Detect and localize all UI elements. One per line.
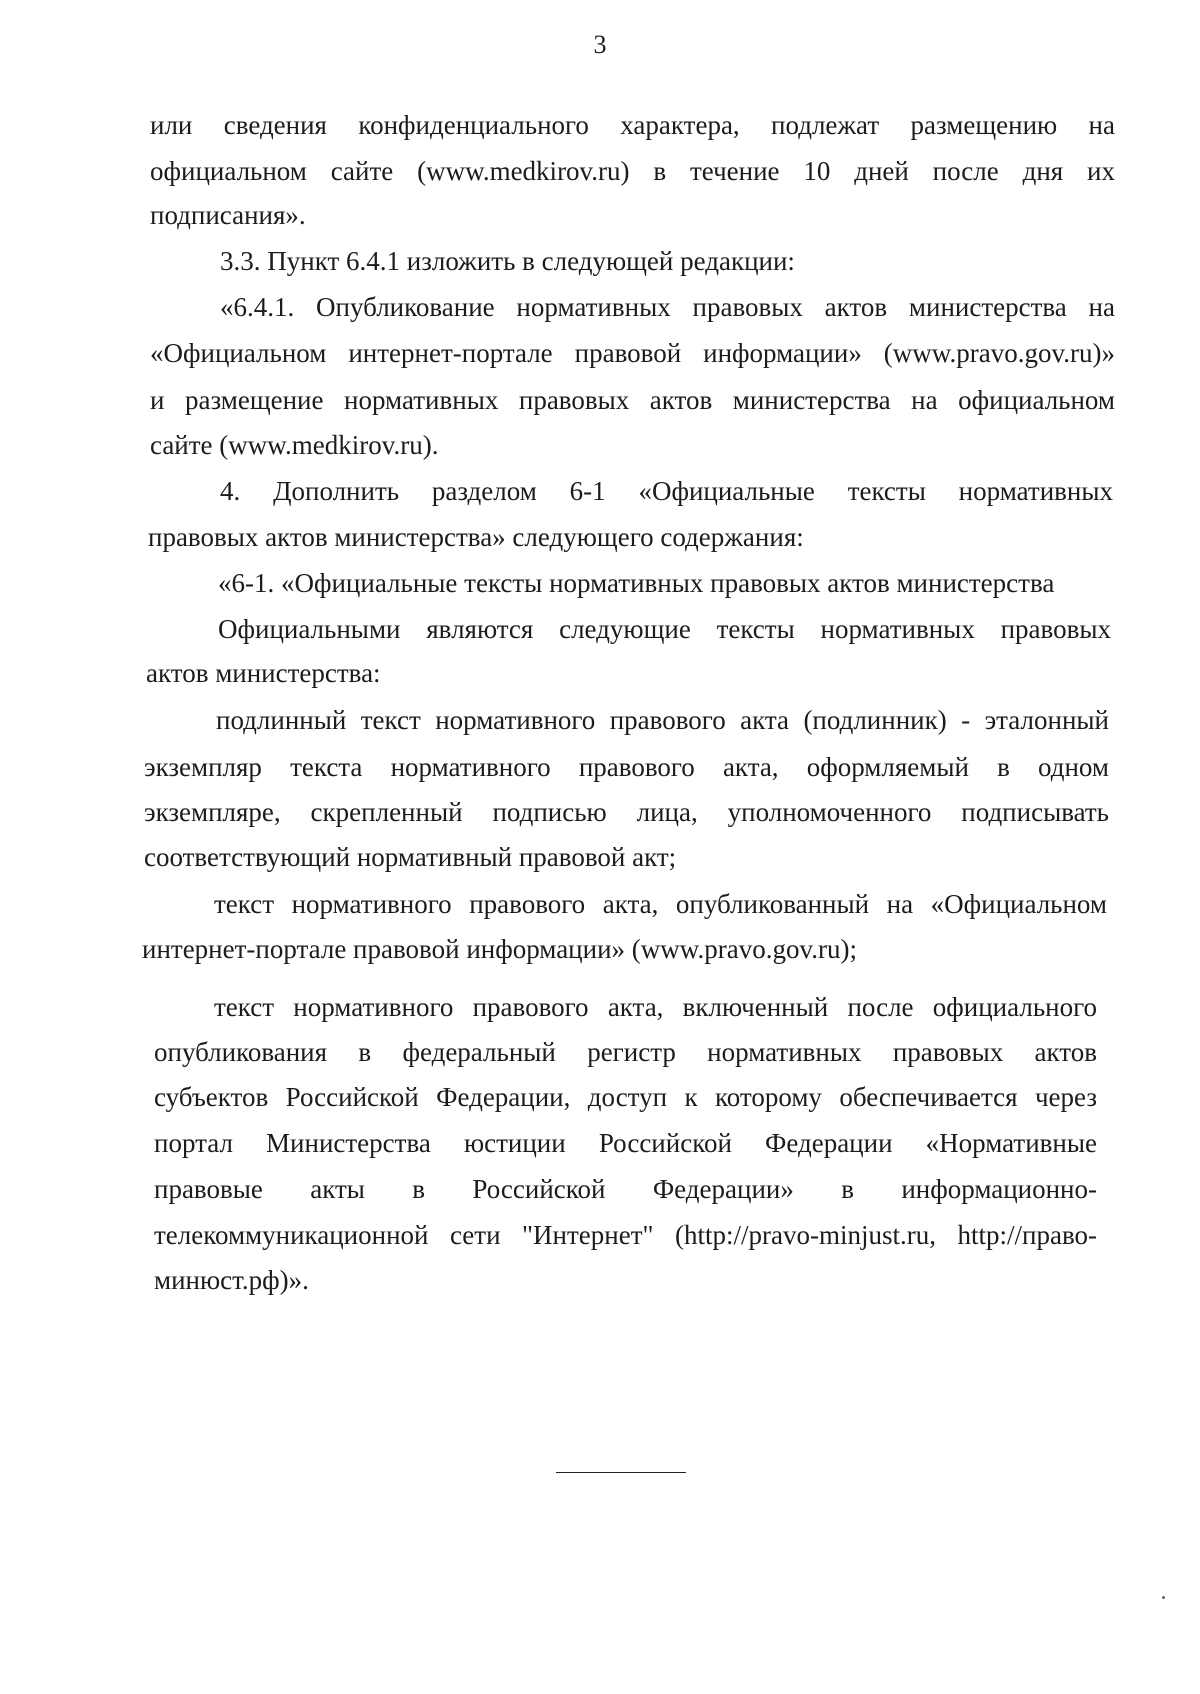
body-line-2: официальном сайте (www.medkirov.ru) в течение 10 дней после дня их [150,156,1115,186]
body-line-18: текст нормативного правового акта, опубликованный на «Официальном [214,889,1107,919]
body-line-13: актов министерства: [146,658,381,688]
page-number: 3 [593,30,607,59]
body-line-19: интернет-портале правовой информации» (www.pravo.gov.ru); [142,934,857,964]
closing-rule [556,1472,686,1473]
body-line-6: «Официальном интернет-портале правовой информации» (www.pravo.gov.ru)» [150,338,1115,368]
body-line-7: и размещение нормативных правовых актов министерства на официальном [150,385,1115,415]
body-line-3: подписания». [150,200,306,230]
body-line-4: 3.3. Пункт 6.4.1 изложить в следующей редакции: [220,246,795,276]
body-line-10: правовых актов министерства» следующего содержания: [148,522,804,552]
body-line-12: Официальными являются следующие тексты нормативных правовых [218,614,1111,644]
body-line-17: соответствующий нормативный правовой акт; [144,842,677,872]
body-line-9: 4. Дополнить разделом 6-1 «Официальные тексты нормативных [220,476,1113,506]
body-line-20: текст нормативного правового акта, включенный после официального [214,992,1097,1022]
body-line-21: опубликования в федеральный регистр нормативных правовых актов [154,1037,1097,1067]
body-line-23: портал Министерства юстиции Российской Федерации «Нормативные [154,1128,1097,1158]
body-line-25: телекоммуникационной сети "Интернет" (http://pravo-minjust.ru, http://право- [154,1220,1097,1250]
body-line-8: сайте (www.medkirov.ru). [150,430,439,460]
body-line-22: субъектов Российской Федерации, доступ к которому обеспечивается через [154,1082,1097,1112]
body-line-1: или сведения конфиденциального характера, подлежат размещению на [150,110,1115,140]
scan-speck [1162,1596,1165,1599]
body-line-5: «6.4.1. Опубликование нормативных правовых актов министерства на [220,292,1115,322]
body-line-24: правовые акты в Российской Федерации» в информационно- [154,1174,1097,1204]
body-line-16: экземпляре, скрепленный подписью лица, уполномоченного подписывать [144,797,1109,827]
body-line-15: экземпляр текста нормативного правового акта, оформляемый в одном [144,752,1109,782]
body-line-26: минюст.рф)». [154,1265,309,1295]
body-line-11: «6-1. «Официальные тексты нормативных правовых актов министерства [218,568,1055,598]
body-line-14: подлинный текст нормативного правового акта (подлинник) - эталонный [216,705,1109,735]
